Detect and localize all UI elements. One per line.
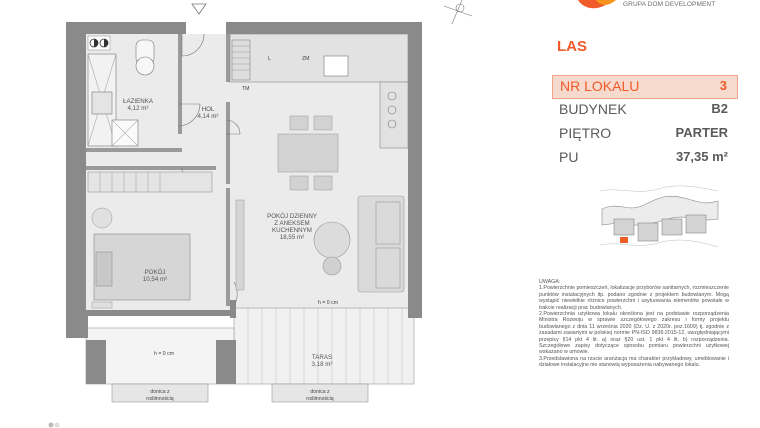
note-3: 3.Przedstawiona na rzucie aranżacja ma charakter przykładowy, umeblowanie i działowe instalacyjne nie stanowią wyposażenia nabywanego lokalu. (539, 355, 729, 369)
tm-label: TM (242, 86, 250, 92)
brand-name: GRUPA DOM DEVELOPMENT (623, 1, 716, 8)
area-value: 37,35 m² (675, 149, 728, 164)
planter-left-label-1: donica z (150, 389, 170, 395)
bathroom-area: 4,12 m² (127, 105, 149, 112)
area-label: PU (559, 149, 579, 165)
bathroom-name: ŁAZIENKA (123, 98, 153, 105)
entrance-arrow (192, 4, 206, 14)
sofa (358, 196, 404, 292)
living-name-3: KUCHENNYM (272, 227, 312, 234)
note-1: 1.Powierzchnie pomieszczeń, lokalizacje przyborów sanitarnych, rozmieszczenie punktów instalacyjnych itp. podano zgodnie z projektem budowlanym. Mogą wystąpić niewielkie różnice powierzchni i usytuowania elementów powstałe w trakcie realizacji prac budowlanych. (539, 285, 729, 311)
note-2: 2.Powierzchnia użytkowa lokalu określona jest na podstawie rozporządzenia Ministra Rozwoju w sprawie szczegółowego zakresu i formy projektu budowlanego z dnia 11 września 2020 (Dz. U. z 2020r. poz.1609) tj. zgodnie z zasadami zawartymi w polskiej normie PN-ISO 9836:2015-12, uwzględniającymi przepisy §14 pkt 4 lit. a) oraz §20 ust. 1 pkt 4 lit. b) rozporządzenia. Szczegółowe zapisy dotyczące sposobu pomiaru powierzchni użytkowej wskazano w umowie. (539, 311, 729, 356)
project-name: LAS (557, 38, 587, 55)
planter-left-label-2: roślinnością (146, 396, 174, 402)
planter-right-label-1: donica z (310, 389, 330, 395)
unit-value: 3 (719, 78, 727, 93)
terrace-name: TARAS (311, 354, 333, 361)
north-arrow-icon (444, 0, 472, 24)
building-value: B2 (711, 101, 728, 116)
floor-label: PIĘTRO (559, 125, 612, 141)
footer-mark-icon (48, 421, 62, 428)
l-label: L (268, 56, 271, 62)
tv-stand (236, 200, 244, 290)
terrace-area: 3,18 m² (311, 361, 333, 368)
info-row-area (552, 147, 738, 171)
info-row-building (552, 99, 738, 123)
bedroom-height: h = 0 cm (154, 351, 175, 357)
living-height: h = 0 cm (318, 300, 339, 306)
terrace-floor (234, 308, 414, 384)
bedroom-name: POKÓJ (144, 269, 166, 276)
info-row-unit (552, 75, 738, 99)
building-label: BUDYNEK (559, 101, 627, 117)
hall-name: HOL (201, 106, 215, 113)
site-map (598, 183, 720, 253)
planter-right-label-2: roślinnością (306, 396, 334, 402)
living-area: 18,55 m² (279, 234, 305, 241)
unit-label: NR LOKALU (560, 78, 640, 94)
zm-label: ZM (302, 56, 310, 62)
unit-marker (620, 237, 628, 243)
pouf (323, 257, 341, 275)
coffee-table (314, 222, 350, 258)
apartment-info-table (552, 75, 738, 171)
info-row-floor (552, 123, 738, 147)
living-name-1: POKÓJ DZIENNY (267, 213, 317, 220)
notes-title: UWAGA: (539, 279, 561, 285)
disclaimer-notes (539, 279, 729, 369)
hall-area: 4,14 m² (197, 113, 219, 120)
floor-value: PARTER (675, 125, 728, 140)
living-name-2: Z ANEKSEM (274, 220, 310, 227)
bedroom-area: 10,54 m² (142, 276, 168, 283)
